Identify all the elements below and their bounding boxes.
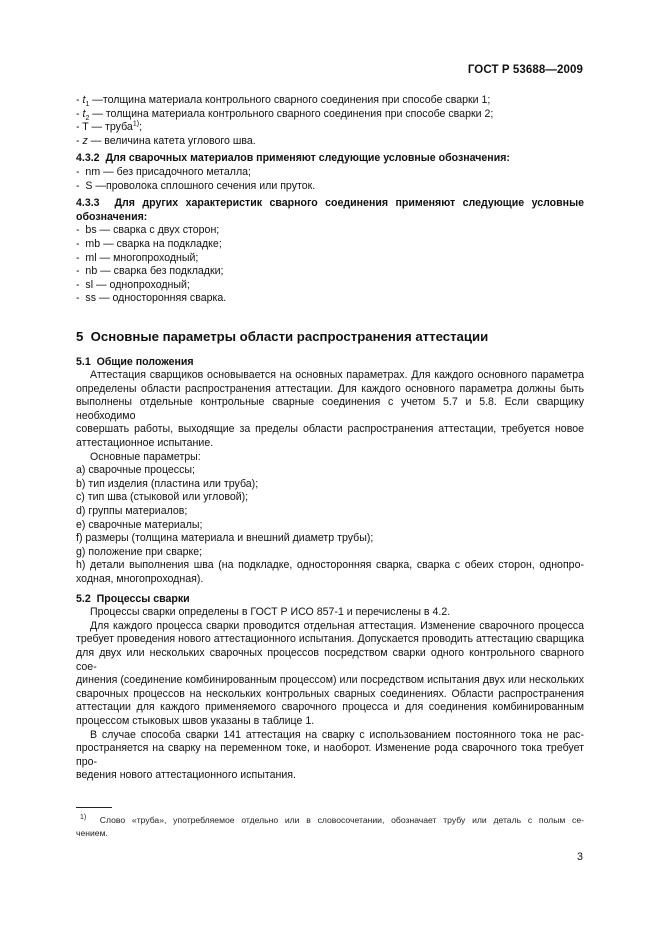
materials-list [76,166,584,193]
clause-4-3-3-heading: 4.3.3 Для других характеристик сварного соединения применяют следующие условные обозначения: [76,197,585,223]
subsection-5-1-title: 5.1 Общие положения [76,355,194,368]
list-item: - bs — сварка с двух сторон; [76,224,220,237]
paragraph: В случае способа сварки 141 аттестация на сварку с использованием постоянного тока не рас- пространяется на сварку на переменном токе, и наоборот. Изменение рода сварочного тока требует про- ведения нового аттестационного испытания. [76,728,584,782]
section-5-title: 5 Основные параметры области распространения аттестации [76,328,489,344]
footnote-ref: 1) [132,120,140,128]
footnote: $^{1)}$ Слово «труба», употребляемое отдельно или в словосочетании, обозначает трубу или деталь с полым се- чением. [76,814,584,838]
footnote-divider [76,807,112,808]
list-item: - ml — многопроходный; [76,251,199,264]
clause-4-3-2-heading: 4.3.2 Для сварочных материалов применяют следующие условные обозначения: [76,152,510,165]
characteristics-list [76,224,584,306]
list-item: е) сварочные материалы; [76,518,203,531]
list-item: f) размеры (толщина материала и внешний диаметр трубы); [76,532,374,545]
list-item: а) сварочные процессы; [76,464,195,477]
footnote-mark: 1) [80,814,87,822]
document-id-header: ГОСТ Р 53688—2009 [467,64,583,76]
list-item: - T — труба$^{1)}$; [76,120,143,134]
list-item: - $t_2$ — толщина материала контрольного сварного соединения при способе сварки 2; [76,107,494,122]
list-item: b) тип изделия (пластина или труба); [76,477,259,490]
list-item: - $t_1$ —толщина материала контрольного сварного соединения при способе сварки 1; [76,94,491,109]
paragraph: Аттестация сварщиков основывается на основных параметрах. Для каждого основного параметра определены области распространения аттестации. Для каждого основного параметра должны быть выполнены отдельные контрольные сварные соединения с учетом 5.7 и 5.8. Если сварщику необходимо совершать работы, выходящие за пределы области распространения аттестации, требуется новое аттестационное испытание. [76,369,584,450]
list-item: - z — величина катета углового шва. [76,134,256,147]
paragraph: Процессы сварки определены в ГОСТ Р ИСО 857-1 и перечислены в 4.2. [90,606,451,619]
list-item: - nm — без присадочного металла; [76,165,251,178]
list-item: d) группы материалов; [76,505,188,518]
page-content [76,94,584,783]
paragraph: Для каждого процесса сварки проводится отдельная аттестация. Изменение сварочного процесса требует проведения нового аттестационного испытания. Допускается проводить аттестацию сварщика для двух или нескольких сварочных процессов посредством сварки одного контрольного сварного сое- динения (соединение комбинированным процессом) или посредством испытания двух или нескольких сварочных процессов на нескольких контрольных сварных соединениях. Области распространения аттестации для каждого применяемого сварочного процесса и для соединения комбинированным процессом стыковых швов указаны в таблице 1. [76,619,584,727]
params-list [76,464,584,586]
list-item: g) положение при сварке; [76,545,203,558]
symbol-list [76,94,584,148]
list-item: c) тип шва (стыковой или угловой); [76,491,249,504]
params-intro: Основные параметры: [90,450,201,463]
list-item: - sl — однопроходный; [76,278,190,291]
list-item: - nb — сварка без подкладки; [76,265,224,278]
list-item: - mb — сварка на подкладке; [76,237,222,250]
subsection-5-2-title: 5.2 Процессы сварки [76,592,190,605]
list-item: - S —проволока сплошного сечения или пруток. [76,179,316,192]
page-number: 3 [577,851,583,863]
list-item: h) детали выполнения шва (на подкладке, односторонняя сварка, сварка с обеих сторон, однопро- ходная, многопроходная). [76,559,584,585]
list-item: - ss — односторонняя сварка. [76,292,227,305]
